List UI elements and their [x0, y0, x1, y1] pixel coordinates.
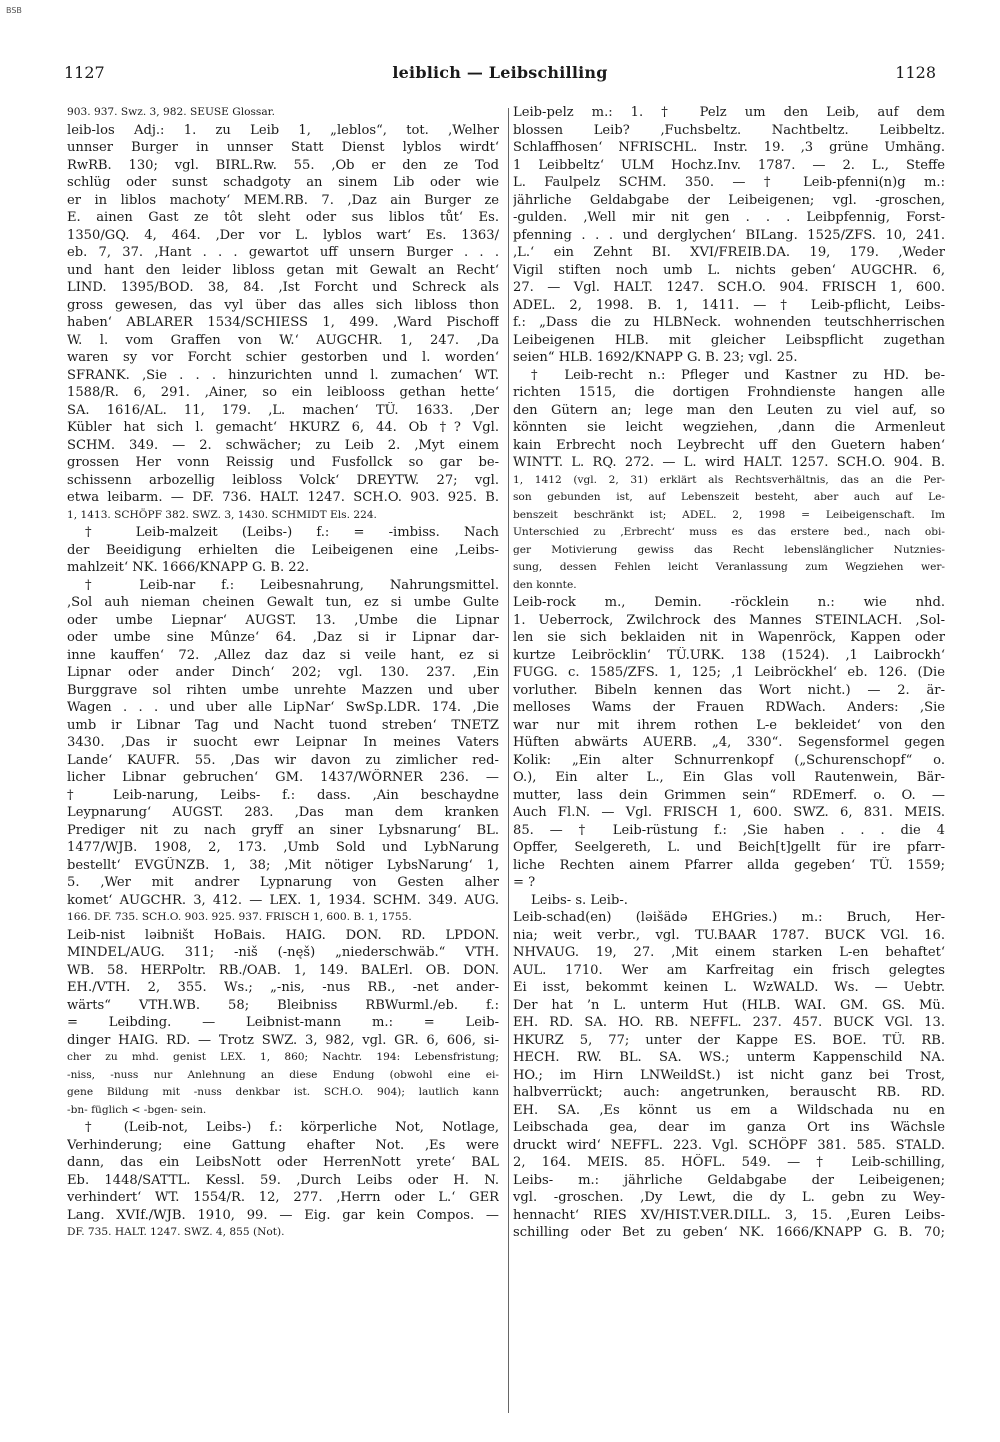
page-header [64, 63, 936, 87]
text-line: leib-los Adj.: 1. zu Leib 1, „leblos“, tot. ‚Welher [67, 122, 499, 138]
right-column [513, 104, 945, 1422]
text-line: ger Motivierung gewiss das Recht lebenslänglicher Nutznies- [513, 543, 945, 556]
text-line: benszeit beschränkt ist; ADEL. 2, 1998 = Leibeigenschaft. Im [513, 508, 945, 521]
left-column [67, 104, 499, 1422]
text-line: AUL. 1710. Wer am Karfreitag ein frisch gelegtes [513, 962, 945, 978]
text-line: Burggrave sol rihten umbe unrehte Mazzen und uber [67, 682, 499, 698]
text-line: 85. — † Leib-rüstung f.: ‚Sie haben . . . die 4 [513, 822, 945, 838]
text-line: 3430. ‚Das ir suocht ewr Leipnar In meines Vaters [67, 735, 499, 750]
text-line: HO.; im Hirn LNWeildSt.) ist nicht ganz bei Trost, [513, 1067, 945, 1083]
text-line: wärts“ VTH.WB. 58; Bleibniss RBWurml./eb. f.: [67, 997, 499, 1013]
text-line: blossen Leib? ‚Fuchsbeltz. Nachtbeltz. Leibbeltz. [513, 122, 945, 138]
text-line: er in liblos machoty‘ MEM.RB. 7. ‚Daz ain Burger ze [67, 192, 499, 208]
text-line: L. Faulpelz SCHM. 350. — † Leib-pfenni(n)g m.: [513, 175, 945, 190]
text-line: kain Erbrecht noch Leybrecht uff den Guetern haben‘ [513, 437, 945, 453]
column-divider [508, 108, 509, 1413]
text-line: -gulden. ‚Well mir nit gen . . . Leibpfennig, Forst- [513, 210, 945, 225]
text-line: HKURZ 5, 77; unter der Kappe ES. BOE. TÜ. RB. [513, 1032, 945, 1048]
text-line: oder umbe Liepnar‘ AUGST. 13. ‚Umbe die Lipnar [67, 612, 499, 628]
text-line: druckt wird‘ NEFFL. 223. Vgl. SCHÖPF 381. 585. STALD. [513, 1137, 945, 1153]
text-line: könnten sie leicht wegziehen, ‚dann die Armenleut [513, 420, 945, 435]
text-line: liche Rechten ainem Pfarrer allda gegeben‘ TÜ. 1559; [513, 857, 945, 873]
text-line: Lipnar oder ander Dinch‘ 202; vgl. 130. 237. ‚Ein [67, 665, 499, 680]
text-line: Leib-pelz m.: 1. † Pelz um den Leib, auf dem [513, 105, 945, 120]
text-line: halbverrückt; auch: angetrunken, berauscht RB. RD. [513, 1085, 945, 1100]
text-line: EH. RD. SA. HO. RB. NEFFL. 237. 457. BUCK VGl. 13. [513, 1015, 945, 1030]
text-line: DF. 735. HALT. 1247. SWZ. 4, 855 (Not). [67, 1226, 285, 1238]
text-line: SCHM. 349. — 2. schwächer; zu Leib 2. ‚Myt einem [67, 437, 499, 453]
text-line: Unterschied zu ‚Erbrecht‘ muss es das erstere bed., nach obi- [513, 526, 945, 538]
text-line: † Leib-narung, Leibs- f.: dass. ‚Ain beschaydne [67, 787, 499, 803]
text-line: Prediger nit zu nach gryff an siner Lybsnarung‘ BL. [67, 822, 499, 838]
text-line: 1. Ueberrock, Zwilchrock des Mannes STEINLACH. ‚Sol- [513, 612, 945, 628]
text-line: EH./VTH. 2, 355. Ws.; „-nis, -nus RB., -net ander- [67, 980, 499, 995]
text-line: Leibschada gea, dear im ganza Ort ins Wächsle [513, 1120, 945, 1135]
text-line: FUGG. c. 1585/ZFS. 1, 125; ‚1 Leibröckhel‘ eb. 126. (Die [513, 665, 945, 680]
text-line: Leypnarung‘ AUGST. 283. ‚Das man dem kranken [67, 805, 499, 820]
text-line: grossen Her vonn Reissig und Fusfollck so gar be- [67, 455, 499, 470]
text-line: war nur mit ihrem rothen L-e bekleidet‘ von den [513, 717, 945, 733]
text-line: jährliche Geldabgabe der Leibeigenen; vgl. -groschen, [513, 192, 945, 208]
library-stamp: BSB [6, 6, 22, 15]
text-line: nia; weit verbr., vgl. TU.BAAR 1787. BUCK VGl. 16. [513, 927, 945, 943]
text-line: Hüften abwärts AUERB. „4, 330“. Segensformel gegen [513, 735, 945, 750]
page-number-left: 1127 [64, 63, 105, 82]
text-line: Wagen . . . und uber alle LipNar‘ SwSp.LDR. 174. ‚Die [67, 700, 499, 715]
text-line: licher Libnar gebruchen‘ GM. 1437/WÖRNER 236. — [67, 770, 499, 785]
text-line: schlüg oder sunst schadgoty an sinem Lib oder wie [67, 175, 499, 190]
text-line: ‚Sol auh nieman cheinen Gewalt tun, ez si umbe Gulte [67, 595, 499, 610]
text-line: sung, dessen Fehlen leicht Veranlassung zum Wegziehen wer- [513, 561, 945, 573]
text-line: SA. 1616/AL. 11, 179. ‚L. machen‘ TÜ. 1633. ‚Der [67, 402, 499, 418]
text-line: komet‘ AUGCHR. 3, 412. — LEX. 1, 1934. SCHM. 349. AUG. [67, 892, 499, 908]
running-title: leiblich — Leibschilling [392, 63, 608, 82]
text-line: Leib-schad(en) (ləišädə EHGries.) m.: Bruch, Her- [513, 910, 945, 925]
text-line: dinger HAIG. RD. — Trotz SWZ. 3, 982, vgl. GR. 6, 606, si- [67, 1032, 499, 1048]
text-line: vgl. -groschen. ‚Dy Lewt, die dy L. gebn zu Wey- [513, 1190, 945, 1205]
text-line: etwa leibarm. — DF. 736. HALT. 1247. SCH.O. 903. 925. B. [67, 490, 499, 505]
text-line: seien“ HLB. 1692/KNAPP G. B. 23; vgl. 25. [513, 350, 798, 365]
text-line: mahlzeit‘ NK. 1666/KNAPP G. B. 22. [67, 560, 310, 575]
text-line: ADEL. 2, 1998. B. 1, 1411. — † Leib-pflicht, Leibs- [513, 297, 945, 313]
text-line: Leibs- m.: jährliche Geldabgabe der Leibeigenen; [513, 1172, 945, 1188]
text-line: mutter, lass dein Grimmen sein“ RDEmerf. o. O. — [513, 787, 945, 803]
text-line: haben‘ ABLARER 1534/SCHIESS 1, 499. ‚Ward Pischoff [67, 315, 499, 330]
text-line: Opffer, Seelgereth, L. und Beich[t]gellt für ire pfarr- [513, 840, 945, 855]
text-line: dann, das ein LeibsNott oder HerrenNott yrete‘ BAL [67, 1155, 499, 1170]
text-line: 2, 164. MEIS. 85. HÖFL. 549. — † Leib-schilling, [513, 1155, 945, 1170]
text-line: 1 Leibbeltz‘ ULM Hochz.Inv. 1787. — 2. L., Steffe [513, 157, 945, 173]
text-line: Auch Fl.N. — Vgl. FRISCH 1, 600. SWZ. 6, 831. MEIS. [513, 805, 945, 820]
text-line: 1, 1413. SCHÖPF 382. SWZ. 3, 1430. SCHMIDT Els. 224. [67, 508, 377, 521]
text-line: Der hat ’n L. unterm Hut (HLB. WAI. GM. GS. Mü. [513, 997, 945, 1013]
text-line: Leibeigenen HLB. mit gleicher Leibspflicht zugethan [513, 332, 945, 348]
text-line: EH. SA. ‚Es könnt us em a Wildschada nu en [513, 1102, 945, 1118]
text-line: waren sy vor Forcht schier gestorben und l. worden‘ [67, 350, 499, 365]
text-line: † Leib-nar f.: Leibesnahrung, Nahrungsmittel. [85, 577, 499, 593]
text-line: bestellt‘ EVGÜNZB. 1, 38; ‚Mit nötiger LybsNarung‘ 1, [67, 857, 499, 873]
text-line: oder umbe sine Mûnze‘ 64. ‚Daz si ir Lipnar dar- [67, 630, 499, 645]
text-line: = ? [513, 875, 536, 890]
text-line: Kolik: „Ein alter Schnurrenkopf („Schurenschopf“ o. [513, 752, 945, 768]
text-line: schilling oder Bet zu geben‘ NK. 1666/KNAPP G. B. 70; [513, 1225, 945, 1240]
text-line: Kübler hat sich l. gemacht‘ HKURZ 6, 44. Ob †? Vgl. [67, 420, 499, 435]
text-line: Schlaffhosen‘ NFRISCHL. Instr. 19. ‚3 grüne Umhäng. [513, 140, 945, 155]
text-line: 166. DF. 735. SCH.O. 903. 925. 937. FRISCH 1, 600. B. 1, 1755. [67, 911, 412, 923]
text-line: gross gewesen, das vyl über das alles sich libloss thon [67, 297, 499, 313]
text-line: -niss, -nuss nur Anlehnung an diese Endung (obwohl eine ei- [67, 1068, 499, 1081]
text-line: † (Leib-not, Leibs-) f.: körperliche Not, Notlage, [85, 1120, 499, 1135]
text-line: E. ainen Gast ze tôt sleht oder sus liblos tůt‘ Es. [67, 210, 499, 225]
text-line: 27. — Vgl. HALT. 1247. SCH.O. 904. FRISCH 1, 600. [513, 280, 945, 295]
text-line: umb ir Libnar Tag und Nacht tuond streben‘ TNETZ [67, 717, 499, 733]
text-line: inne kauffen‘ 72. ‚Allez daz daz si veile hant, ez si [67, 647, 499, 663]
text-line: HECH. RW. BL. SA. WS.; unterm Kappenschild NA. [513, 1050, 945, 1065]
text-line: pfenning . . . und derglychen‘ BILang. 1525/ZFS. 10, 241. [513, 227, 945, 243]
text-line: verhindert‘ WT. 1554/R. 12, 277. ‚Herrn oder L.‘ GER [67, 1190, 499, 1205]
text-line: 903. 937. Swz. 3, 982. SEUSE Glossar. [67, 106, 275, 118]
text-line: melloses Wams der Frauen RDWach. Anders: ‚Sie [513, 700, 945, 715]
text-line: LIND. 1395/BOD. 38, 84. ‚Ist Forcht und Schreck als [67, 280, 499, 295]
text-line: f.: „Dass die zu HLBNeck. wohnenden teutschherrischen [513, 315, 945, 330]
text-line: WINTT. L. RQ. 272. — L. wird HALT. 1257. SCH.O. 904. B. [513, 455, 945, 470]
text-line: -bn- füglich < -bgen- sein. [67, 1103, 207, 1116]
text-line: schissenn arbozellig leibloss Volck‘ DREYTW. 27; vgl. [67, 472, 499, 488]
text-line: richten 1515, die dortigen Frohndienste hangen alle [513, 385, 945, 400]
text-line: Verhinderung; eine Gattung ehafter Not. ‚Es were [67, 1137, 499, 1153]
text-line: und hant den leider libloss getan mit Gewalt an Recht‘ [67, 262, 499, 278]
text-line: gene Bildung mit -nuss denkbar ist. SCH.O. 904); lautlich kann [67, 1086, 499, 1098]
text-line: Leib-rock m., Demin. -röcklein n.: wie nhd. [513, 595, 945, 610]
text-line: eb. 7, 37. ‚Hant . . . gewartot uff unsern Burger . . . [67, 245, 499, 260]
text-line: 1350/GQ. 4, 464. ‚Der vor L. lyblos wart‘ Es. 1363/ [67, 227, 499, 243]
text-line: 1477/WJB. 1908, 2, 173. ‚Umb Sold und LybNarung [67, 840, 499, 855]
text-line: der Beeidigung erhielten die Leibeigenen eine ‚Leibs- [67, 542, 499, 558]
text-line: = Leibding. — Leibnist-mann m.: = Leib- [67, 1015, 499, 1030]
text-line: son gebunden ist, auf Lebenszeit besteht, aber auch auf Le- [513, 491, 945, 503]
text-line: len sie sich beklaiden nit in Wapenröck, Kappen oder [513, 630, 945, 645]
text-line: 5. ‚Wer mit andrer Lypnarung von Gesten alher [67, 875, 499, 890]
text-line: 1, 1412 (vgl. 2, 31) erklärt als Rechtsverhältnis, das an die Per- [513, 473, 945, 486]
text-line: vorluther. Bibeln kennen das Wort nicht.) — 2. är- [513, 682, 945, 698]
text-line: RwRB. 130; vgl. BIRL.Rw. 55. ‚Ob er den ze Tod [67, 157, 499, 173]
text-line: den Gütern an; lege man den Leuten zu viel auf, so [513, 402, 945, 418]
text-line: 1588/R. 6, 291. ‚Ainer, so ein leiblooss gethan hette‘ [67, 385, 499, 400]
text-line: Lang. XVIf./WJB. 1910, 99. — Eig. gar kein Compos. — [67, 1207, 499, 1223]
text-line: NHVAUG. 19, 27. ‚Mit einem starken L-en behaftet‘ [513, 945, 945, 960]
text-line: Leib-nist ləibništ HoBais. HAIG. DON. RD. LPDON. [67, 927, 499, 943]
text-line: † Leib-malzeit (Leibs-) f.: = -imbiss. Nach [85, 525, 499, 540]
text-line: O.), Ein alter L., Ein Glas voll Rautenwein, Bär- [513, 770, 945, 785]
text-line: cher zu mhd. genist LEX. 1, 860; Nachtr. 194: Lebensfristung; [67, 1051, 499, 1063]
page-number-right: 1128 [895, 63, 936, 82]
text-line: Leibs- s. Leib-. [531, 892, 628, 908]
text-line: † Leib-recht n.: Pfleger und Kastner zu HD. be- [531, 367, 945, 383]
text-line: ‚L.‘ ein Zehnt BI. XVI/FREIB.DA. 19, 179. ‚Weder [513, 245, 945, 260]
text-line: den konnte. [513, 578, 577, 591]
text-line: Lande‘ KAUFR. 55. ‚Das wir davon zu zimlicher red- [67, 752, 499, 768]
text-line: MINDEL/AUG. 311; -niš (-nęš) „niederschwäb.“ VTH. [67, 945, 499, 960]
text-line: Eb. 1448/SATTL. Kessl. 59. ‚Durch Leibs oder H. N. [67, 1172, 499, 1188]
text-line: Vigil stiften noch umb L. nichts geben‘ AUGCHR. 6, [513, 262, 945, 278]
text-line: kurtze Leibröcklin‘ TÜ.URK. 138 (1524). ‚1 Laibrockh‘ [513, 647, 945, 663]
text-line: hennacht‘ RIES XV/HIST.VER.DILL. 3, 15. ‚Euren Leibs- [513, 1207, 945, 1223]
text-line: unnser Burger in unnser Statt Dienst lyblos wirdt‘ [67, 140, 499, 155]
text-line: SFRANK. ‚Sie . . . hinzurichten unnd l. zumachen‘ WT. [67, 367, 499, 383]
text-line: WB. 58. HERPoltr. RB./OAB. 1, 149. BALErl. OB. DON. [67, 962, 499, 978]
text-line: Ei isst, bekommt keinen L. WzWALD. Ws. — Uebtr. [513, 980, 945, 995]
text-line: W. l. vom Graffen von W.‘ AUGCHR. 1, 247. ‚Da [67, 332, 499, 348]
